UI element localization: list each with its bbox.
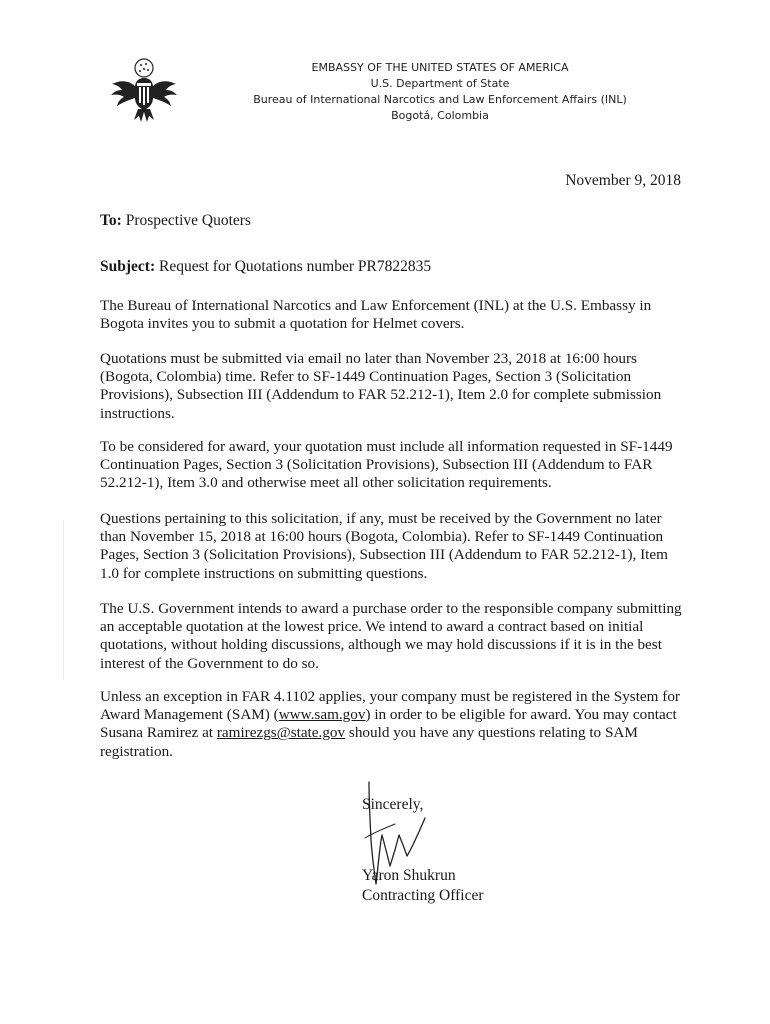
letterhead-bureau: Bureau of International Narcotics and Law Enforcement Affairs (INL) (253, 93, 627, 106)
sam-text-part2: ) in order to be eligible for award. You may contact Susana Ramirez at (100, 706, 677, 742)
recipient-label: To: (100, 212, 122, 229)
contact-email-link[interactable]: ramirezgs@state.gov (216, 724, 346, 742)
recipient-value: Prospective Quoters (125, 212, 251, 229)
paragraph-award-intent: The U.S. Government intends to award a purchase order to the responsible company submitting an acceptable quotation at the lowest price. We intend to award a contract based on initial quotations, without holding discussions, although we may hold discussions if it is in the best interest of the Government to do so. (100, 600, 682, 672)
recipient-line (100, 212, 251, 230)
sam-website-link[interactable]: www.sam.gov (278, 706, 366, 724)
letterhead (200, 60, 680, 124)
paragraph-sam-registration (100, 688, 690, 761)
scan-margin-mark (63, 520, 64, 680)
closing: Sincerely, (362, 796, 424, 813)
subject-value: Request for Quotations number PR7822835 (158, 258, 432, 275)
subject-line (100, 258, 431, 276)
paragraph-questions-deadline: Questions pertaining to this solicitation, if any, must be received by the Government no later than November 15, 2018 at 16:00 hours (Bogota, Colombia). Refer to SF-1449 Continuation Pages, Section 3 (Solicitation Provisions), Subsection III (Addendum to FAR 52.212-1), Item 1.0 for complete instructions on submitting questions. (100, 510, 668, 582)
signer-name: Yaron Shukrun (362, 867, 456, 884)
paragraph-award-requirements: To be considered for award, your quotation must include all information requested in SF-1449 Continuation Pages, Section 3 (Solicitation Provisions), Subsection III (Addendum to FAR 52.212-1), Item 3.0 and otherwise meet all other solicitation requirements. (100, 438, 673, 492)
subject-label: Subject: (100, 258, 156, 275)
signature-block (362, 866, 484, 906)
letterhead-embassy: EMBASSY OF THE UNITED STATES OF AMERICA (311, 61, 569, 74)
letterhead-department: U.S. Department of State (370, 77, 510, 90)
paragraph-invitation: The Bureau of International Narcotics and Law Enforcement (INL) at the U.S. Embassy in Bogota invites you to submit a quotation for Helmet covers. (100, 297, 652, 333)
letterhead-city: Bogotá, Colombia (391, 109, 489, 122)
sam-text-part1: Unless an exception in FAR 4.1102 applies, your company must be registered in the System for Award Management (SAM) ( (100, 688, 680, 724)
sam-text-part3: should you have any questions relating to SAM registration. (100, 724, 638, 760)
paragraph-submission-deadline: Quotations must be submitted via email no later than November 23, 2018 at 16:00 hours (Bogota, Colombia) time. Refer to SF-1449 Continuation Pages, Section 3 (Solicitation Provisions), Subsection III (Addendum to FAR 52.212-1), Item 2.0 for complete submission instructions. (100, 350, 662, 422)
letter-date: November 9, 2018 (565, 172, 681, 189)
signer-title: Contracting Officer (362, 887, 484, 904)
embassy-seal-icon (108, 54, 180, 126)
